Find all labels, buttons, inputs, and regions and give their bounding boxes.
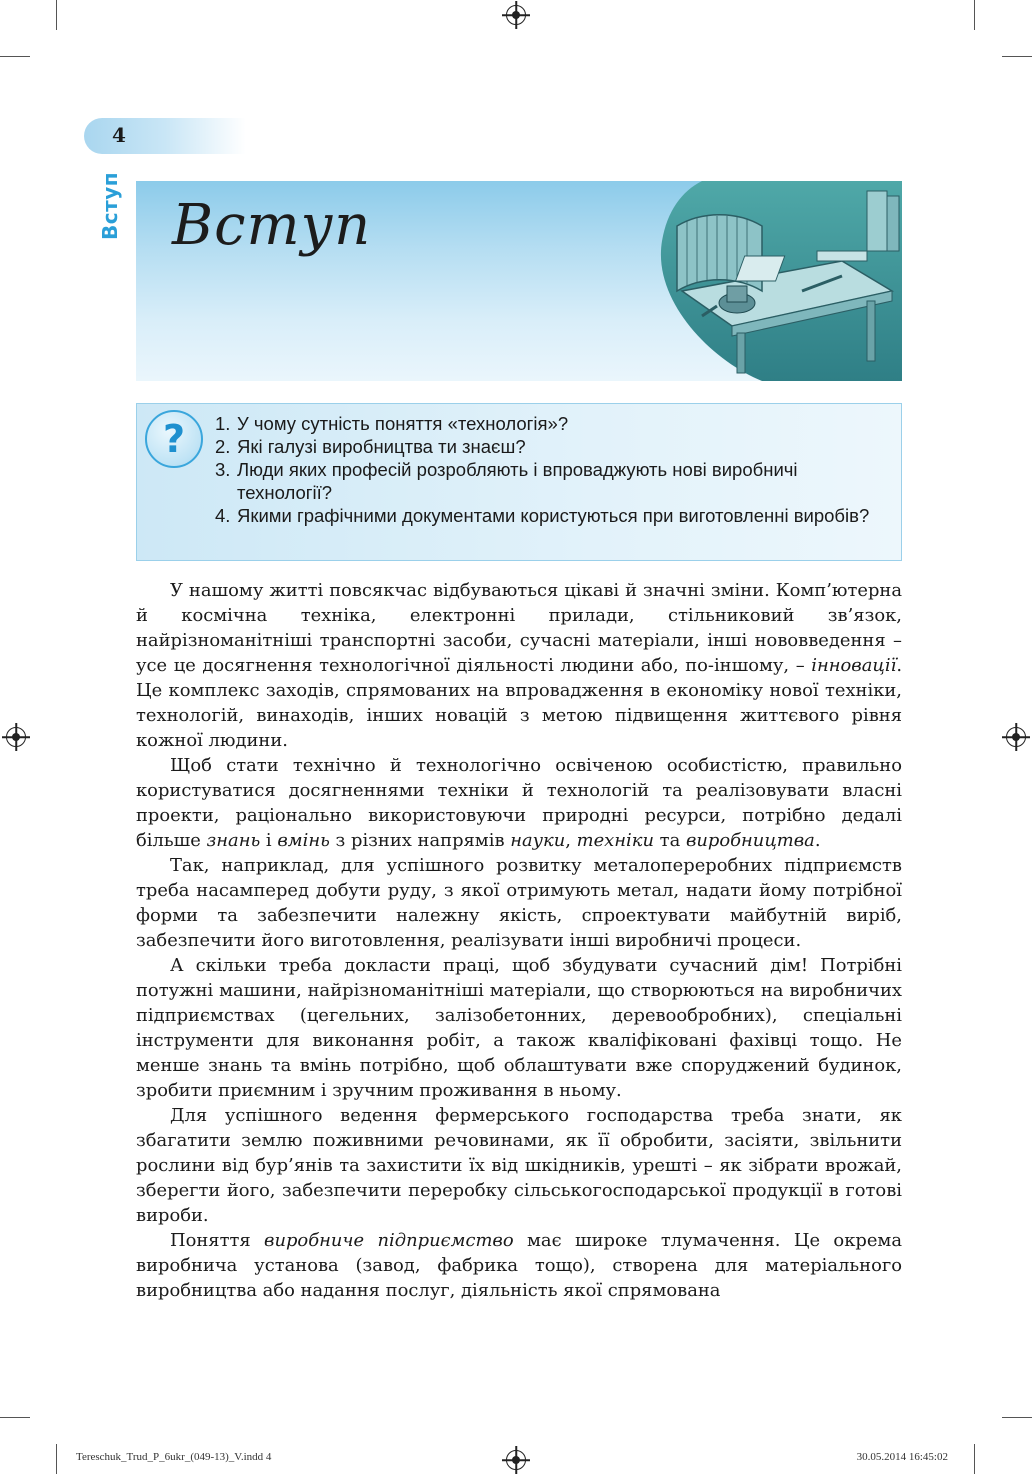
registration-mark-top [506,5,526,25]
term-innovations: інновації [811,655,897,676]
crop-mark-bottom-left-h [0,1417,30,1418]
registration-mark-left [6,727,26,747]
registration-mark-right [1006,727,1026,747]
question-item: 1. У чому сутність поняття «технологія»? [215,413,569,434]
print-slug-datetime: 30.05.2014 16:45:02 [856,1451,948,1463]
paragraph-enterprise: Поняття виробниче підприємство має широке тлумачення. Це окрема виробнича установа (завод, фабрика тощо), створена для матеріального виробництва або надання послуг, діяльність якої спрямована [136,1230,902,1301]
crop-mark-bottom-left [56,1444,57,1474]
crop-mark-bottom-right [974,1444,975,1474]
crop-mark-top-left [56,0,57,30]
question-item: 3. Люди яких професій розробляють і впроваджують нові виробничі технології? [215,459,798,503]
question-mark-icon: ? [145,410,203,468]
page-number: 4 [112,123,126,147]
body-text [136,578,902,1303]
paragraph-education: Щоб стати технічно й технологічно освіченою особистістю, правильно користуватися досягненнями техніки й технологій та реалізовувати власні проекти, раціонально використовуючи природні ресурси, потрібно дедалі більше знань і вмінь з різних напрямів науки, техніки та виробництва. [136,755,902,851]
crop-mark-bottom-right-h [1002,1417,1032,1418]
paragraph-farming: Для успішного ведення фермерського господарства треба знати, як збагатити землю поживними речовинами, як її обробити, засіяти, звільнити рослини від бур’янів та захистити їх від шкідників, урешті – як зібрати врожай, зберегти його, забезпечити переробку сільськогосподарської продукції в готові вироби. [136,1105,902,1226]
question-item: 4. Якими графічними документами користуються при виготовленні виробів? [215,505,870,526]
question-item: 2. Які галузі виробництва ти знаєш? [215,436,526,457]
crop-mark-top-left-h [0,56,30,57]
paragraph-house-building: А скільки треба докласти праці, щоб збудувати сучасний дім! Потрібні потужні машини, найрізноманітніші матеріали, що створюються на виробничих підприємствах (цегельних, залізобетонних, деревообробних), спеціальні інструменти для виконання робіт, а також кваліфіковані фахівці тощо. Не менше знань та вмінь потрібно, щоб облаштувати вже споруджений будинок, зробити приємним і зручним проживання в ньому. [136,955,902,1101]
workbench-illustration [642,181,902,381]
chapter-title: Вступ [172,193,372,258]
crop-mark-top-right-h [1002,56,1032,57]
page-number-tab [84,118,246,154]
crop-mark-top-right [974,0,975,30]
paragraph-metalworking: Так, наприклад, для успішного розвитку металопереробних підприємств треба насамперед добути руду, з якої отримують метал, надати йому потрібної форми та забезпечити належну якість, спроектувати майбутній виріб, забезпечити його виготовлення, реалізувати інші виробничі процеси. [136,855,902,951]
paragraph-innovations: У нашому житті повсякчас відбуваються цікаві й значні зміни. Комп’ютерна й космічна техніка, електронні прилади, стільниковий зв’язок, найрізноманітніші транспортні засоби, сучасні матеріали, інші нововведення – усе це досягнення технологічної діяльності людини або, по-іншому, – інновації. Це комплекс заходів, спрямованих на впровадження в економіку нової техніки, технологій, винаходів, інших новацій з метою підвищення життєвого рівня кожної людини. [136,580,902,751]
review-questions-box [136,403,902,561]
print-slug-filename: Tereschuk_Trud_P_6ukr_(049-13)_V.indd 4 [76,1451,272,1463]
registration-mark-bottom [506,1450,526,1470]
term-enterprise: виробниче підприємство [264,1230,514,1251]
chapter-banner [136,181,902,381]
section-side-label: Вступ [98,171,122,240]
questions-list [215,412,895,527]
